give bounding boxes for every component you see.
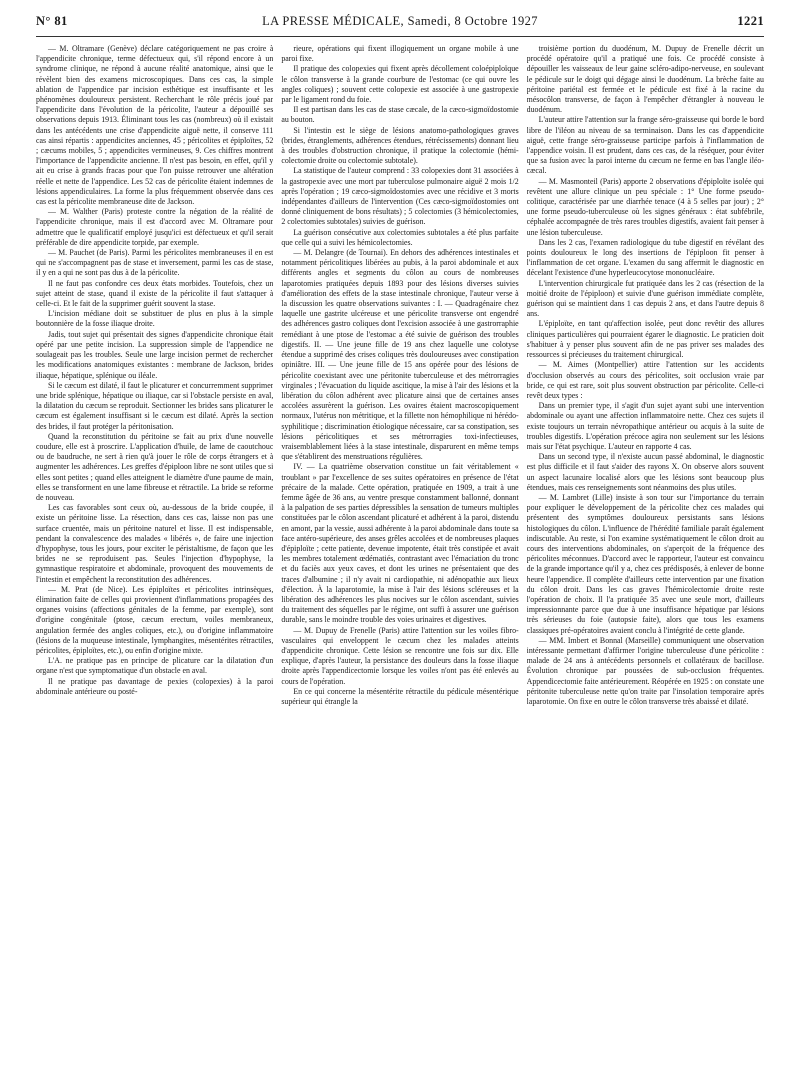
paragraph: — MM. Imbert et Bonnal (Marseille) communiquent une observation intéressante permettant d'affirmer l'origine tuberculeuse d'une péricolite : malade de 24 ans à antécédents personnels et collatéraux de bacillose. Évolution chronique par poussées de sub-occlusion fréquentes. Appendicectomie faite antérieurement. Réopérée en 1925 : on constate une péritonite tuberculeuse nette qu'on traite par l'insolation temporaire après laparotomie. On fixe en outre le côlon transverse très abaissé et dilaté. bbox=[526, 635, 764, 706]
paragraph: — M. Aimes (Montpellier) attire l'attention sur les accidents d'occlusion observés au cours des péricolites, soit occlusion vraie par bride, ce qui est rare, soit plus souvent obstruction par péricolite. Celle-ci revêt deux types : bbox=[526, 360, 764, 400]
paragraph: — M. Oltramare (Genève) déclare catégoriquement ne pas croire à l'appendicite chronique, terme défectueux qui, s'il répond encore à un syndrome clinique, ne répond à aucune réalité anatomique, ainsi que le révèlent bien des examens microscopiques. Dans ces cas, la simple ablation de l'appendice par incision esthétique est insuffisante et les phénomènes douloureux persistent. Recherchant le rôle précis joué par l'appendicite dans l'évolution de la péricolite, l'auteur a dépouillé ses observations depuis 1913. Éliminant tous les cas (nombreux) où il existait dans les antécédents une crise d'appendicite aiguë nette, il conserve 111 cas ainsi répartis : appendicites anciennes, 45 ; péricolites et épiploïtes, 52 ; cæcums mobiles, 5 ; appendicites vermineuses, 9. Ces chiffres montrent l'importance de l'appendicite ancienne. Il n'est pas besoin, en effet, qu'il y ait eu crise à grands fracas pour que l'on puisse retrouver une altération réelle et nette de l'appendice. Les 52 cas de péricolite étaient indemnes de lésions appendiculaires. La forme la plus fréquemment observée dans ces cas est la péricolite membraneuse dite de Jackson. bbox=[36, 44, 274, 207]
paragraph: — M. Masmonteil (Paris) apporte 2 observations d'épiploïte isolée qui revêtent une allure clinique un peu spéciale : 1° Une forme pseudo-colitique, caractérisée par une diarrhée tenace (4 à 5 selles par jour) ; 2° une forme pseudo-tuberculeuse où les signes généraux : état subfébrile, céphalée accompagnée de très rares troubles digestifs, avaient fait penser à une lésion tuberculeuse. bbox=[526, 176, 764, 237]
journal-title: LA PRESSE MÉDICALE, Samedi, 8 Octobre 1927 bbox=[262, 14, 538, 28]
paragraph: Il pratique des colopexies qui fixent après décollement coloépiploïque le côlon transverse à la grande courbure de l'estomac (ce qui ouvre les angles coliques) ; souvent cette colopexie est associée à une gastropexie par le ligament rond du foie. bbox=[281, 64, 519, 105]
paragraph: — M. Walther (Paris) proteste contre la négation de la réalité de l'appendicite chronique, mais il est d'accord avec M. Oltramare pour admettre que le qualificatif employé jusqu'ici est défectueux et qu'il serait préférable de dire appendicite torpide, par exemple. bbox=[36, 207, 274, 247]
paragraph: — M. Delangre (de Tournai). En dehors des adhérences intestinales et notamment péricolitiques libérées au pubis, à la paroi abdominale et aux différents angles et segments du côlon au cours de nombreuses laparotomies pratiquées depuis 1893 pour des lésions diverses suivies d'amélioration des effets de la stase intestinale chronique, l'auteur verse à la discussion les quatre observations suivantes : I. — Quadragénaire chez laquelle une gastrite ulcéreuse et une péricolite transverse ont engendré des adhérences gastro coliques dont l'excision associée à une gastrorraphie remédiant à une ptose de l'estomac a été suivie de guérison des troubles digestifs. II. — Une jeune fille de 19 ans chez laquelle une colotyse étendue a supprimé des crises coliques très douloureuses avec constipation opiniâtre. III. — Une jeune fille de 15 ans opérée pour des lésions de péricolite coexistant avec une péritonite tuberculeuse et des métrorragies virginales ; l'évacuation du liquide ascitique, la mise à l'air des lésions et la libération du côlon adhérent avec plicature ainsi que de certaines anses accolées assurèrent la guérison. Les ovaires étaient macroscopiquement normaux, l'utérus non métritique, et la fillette non hémophilique ni hérédo-syphilitique ; discrimination étiologique nécessaire, car sa constipation, ses lésions péricolitiques et ses métrorragies toxi-infectieuses, vraisemblablement liées à la stase intestinale, disparurent en même temps que s'établirent des menstruations régulières. bbox=[281, 248, 519, 462]
paragraph: Il ne faut pas confondre ces deux états morbides. Toutefois, chez un sujet atteint de stase, quand il existe de la péricolite il faut s'attaquer à celle-ci. Et le fait de la supprimer guérit souvent la stase. bbox=[36, 278, 274, 309]
paragraph: Dans les 2 cas, l'examen radiologique du tube digestif en révélant des points douloureux le long des insertions de l'épiploon fit penser à l'inflammation de cet organe. L'examen du sang affermit le diagnostic en décelant l'existence d'une hyperleucocytose mononucléaire. bbox=[526, 237, 764, 278]
paragraph: — M. Prat (de Nice). Les épiploïtes et péricolites intrinsèques, élimination faite de celles qui proviennent d'inflammations propagées des organes voisins (affections génitales de la femme, par exemple), sont d'origine congénitale (ptose, cæcum erectum, voiles membraneux, angulation fermée des angles coliques, etc.), ou d'origine inflammatoire (lésions de la muqueuse intestinale, lymphangites, mésentérites rétractiles, péricolites, épiploïtes, etc.), ou enfin d'origine mixte. bbox=[36, 584, 274, 655]
paragraph: L'incision médiane doit se substituer de plus en plus à la simple boutonnière de la fosse iliaque droite. bbox=[36, 309, 274, 329]
paragraph: Dans un second type, il n'existe aucun passé abdominal, le diagnostic est plus difficile et il faut s'aider des rayons X. On observe alors souvent un aspect lacunaire localisé alors que les lésions sont beaucoup plus étendues, mais ces renseignements sont néanmoins des plus utiles. bbox=[526, 452, 764, 492]
running-header bbox=[36, 14, 764, 36]
page-number: 1221 bbox=[737, 14, 764, 28]
paragraph: troisième portion du duodénum, M. Dupuy de Frenelle décrit un procédé opératoire qu'il a pratiqué une fois. Ce procédé consiste à dépouiller les vaisseaux de leur gaine scléro-adipo-nerveuse, en soulevant le pédicule sur le doigt qui dégage ainsi le duodénum. La brèche faite au péritoine pariétal est fermée et le pédicule est fixé à la racine du mésocôlon transverse, de façon à l'empêcher d'étrangler à nouveau le duodénum. bbox=[526, 44, 764, 115]
paragraph: La guérison consécutive aux colectomies subtotales a été plus parfaite que celle qui a suivi les hémicolectomies. bbox=[281, 227, 519, 247]
paragraph: L'auteur attire l'attention sur la frange séro-graisseuse qui borde le bord libre de l'iléon au niveau de sa terminaison. Dans les cas d'appendicite aiguë, cette frange séro-graisseuse participe parfois à l'inflammation de l'appendice voisin. Il est prudent, dans ces cas, de la réséquer, pour éviter que sa fusion avec la paroi interne du cæcum ne ferme en bas l'angle iléo-cæcal. bbox=[526, 115, 764, 176]
paragraph: La statistique de l'auteur comprend : 33 colopexies dont 31 associées à la gastropexie avec une mort par tuberculose pulmonaire aiguë 2 mois 1/2 après l'opération ; 19 cæco-sigmoïdostomies avec une récidive et 3 morts indépendantes d'ailleurs de l'intervention (Ces cæco-sigmoïdostomies ont donné cliniquement de bons résultats) ; 5 colectomies (3 hémicolectomies, 2 colectomies subtotales) suivies de guérison. bbox=[281, 166, 519, 227]
paragraph: L'intervention chirurgicale fut pratiquée dans les 2 cas (résection de la moitié droite de l'épiploon) et suivie d'une guérison immédiate complète, guérison qui se maintient dans 1 cas depuis 2 ans, et dans l'autre depuis 8 ans. bbox=[526, 278, 764, 319]
paragraph: Jadis, tout sujet qui présentait des signes d'appendicite chronique était opéré par une petite incision. La suppression simple de l'appendice ne soulageait pas les troubles. Seule une large incision permet de rechercher les modifications anatomiques existantes : membrane de Jackson, brides iliaque, hépatique, splénique ou iléale. bbox=[36, 329, 274, 380]
column-2 bbox=[281, 44, 518, 1076]
paragraph: L'épiploïte, en tant qu'affection isolée, peut donc revêtir des allures cliniques particulières qui pourraient égarer le diagnostic. Le praticien doit s'habituer à y penser plus souvent afin de ne pas priver ses malades des ressources si précieuses du traitement chirurgical. bbox=[526, 319, 764, 360]
paragraph: L'A. ne pratique pas en principe de plicature car la dilatation d'un organe n'est que symptomatique d'un obstacle en aval. bbox=[36, 656, 274, 676]
paragraph: Si le cæcum est dilaté, il faut le plicaturer et concurremment supprimer une bride splénique, hépatique ou iliaque, car si l'obstacle persiste en aval, la dilatation du cæcum se reproduit. Sectionner les brides sans plicaturer le cæcum est également insuffisant si le cæcum est dilaté. Après la section des brides, il faut protéger la péritonisation. bbox=[36, 380, 274, 431]
paragraph: Si l'intestin est le siège de lésions anatomo-pathologiques graves (brides, étranglements, adhérences étendues, rétrécissements) donnant lieu à des troubles d'obstruction chronique, il pratique la colectomie (hémi-colectomie droite ou colectomie subtotale). bbox=[281, 125, 519, 166]
paragraph: Il est partisan dans les cas de stase cæcale, de la cæco-sigmoïdostomie au bouton. bbox=[281, 105, 519, 125]
paragraph: Quand la reconstitution du péritoine se fait au prix d'une nouvelle coudure, elle est à proscrire. L'application d'huile, de lame de caoutchouc ou de baudruche, ne sert à rien qu'à jouer le rôle de corps étrangers et à augmenter les adhérences. Les greffes d'épiploon libre ne sont utiles que si elles sont petites ; quand elles atteignent le diamètre d'une paume de main, elles se transforment en une lame fibreuse et rétractile. La bride se reforme de nouveau. bbox=[36, 431, 274, 502]
paragraph: — M. Dupuy de Frenelle (Paris) attire l'attention sur les voiles fibro-vasculaires qui enveloppent le cæcum chez les malades atteints d'appendicite chronique. Cette lésion se rencontre une fois sur dix. Elle explique, d'après l'auteur, la persistance des douleurs dans la fosse iliaque droite après l'appendicectomie lorsque les voiles n'ont pas été enlevés au cours de l'opération. bbox=[281, 625, 519, 686]
paragraph: Les cas favorables sont ceux où, au-dessous de la bride coupée, il existe un péritoine lisse. La résection, dans ces cas, laisse non pas une surface cruentée, mais un péritoine naturel et lisse. Il est indispensable, pendant la convalescence des malades « libérés », de faire une injection d'hypophyse, tous les jours, pour exciter le péristaltisme, de façon que les brides ne se reproduisent pas. Seules l'injection d'hypophyse, la gymnastique respiratoire et abdominale, provoquent des mouvements de l'intestin et empêchent la reconstitution des adhérences. bbox=[36, 503, 274, 584]
paragraph: Il ne pratique pas davantage de pexies (colopexies) à la paroi abdominale antérieure ou posté- bbox=[36, 676, 274, 696]
column-1 bbox=[36, 44, 273, 1076]
header-rule bbox=[36, 36, 764, 37]
paragraph: IV. — La quatrième observation constitue un fait véritablement « troublant » par l'excellence de ses suites opératoires en présence de l'état précaire de la malade. Cette opération, pratiquée en 1909, a trait à une femme âgée de 36 ans, au ventre presque constamment ballonné, donnant à la palpation de ses parties dépressibles la sensation de tumeurs multiples constituées par le côlon ascendant plicaturé et adhérent à la paroi, distendu en amont, par la vessie, aussi adhérente à la paroi abdominale dans toute sa face antéro-supérieure, des anses grêles accolées et de nombreuses plaques d'épiploïte ; cette patiente, devenue impotente, était très constipée et avait les membres totalement œdématiés, contrastant avec l'émaciation du tronc et du faciès aux yeux caves, et dont les urines ne présentaient que des traces d'albumine ; il n'y avait ni cardiopathie, ni adénopathie aux lieux d'élection. À la laparotomie, la mise à l'air des lésions scléreuses et la libération des adhérences les plus nocives sur le côlon ascendant, suivies du traitement des séquelles par le régime, ont suffi à assurer une guérison durable, sans le moindre trouble des voies urinaires et digestives. bbox=[281, 462, 519, 625]
paragraph: En ce qui concerne la mésentérite rétractile du pédicule mésentérique supérieur qui étrangle la bbox=[281, 686, 519, 706]
paragraph: Dans un premier type, il s'agit d'un sujet ayant subi une intervention abdominale ou ayant une affection inflammatoire nette. Chez ces sujets il existe toujours un terrain névropathique antérieur ou acquis à la suite de troubles digestifs. L'opération précoce agira non seulement sur les lésions mais sur l'état psychique. L'auteur en rapporte 4 cas. bbox=[526, 401, 764, 451]
paragraph: — M. Pauchet (de Paris). Parmi les péricolites membraneuses il en est qui ne s'accompagnent pas de stase et inversement, parmi les cas de stase, il y en a qui ne sont pas dus à de la péricolite. bbox=[36, 248, 274, 278]
article-body bbox=[36, 44, 764, 1076]
paragraph: — M. Lambret (Lille) insiste à son tour sur l'importance du terrain pour expliquer le développement de la péricolite chez ces malades qui présentent des symptômes douloureux persistants sans lésions histologiques du côlon. L'influence de l'hérédité familiale paraît également indiscutable. Au reste, si l'on examine systématiquement le côlon droit au cours des interventions abdominales, on s'aperçoit de la fréquence des péricolites méconnues. D'accord avec le rapporteur, l'auteur est convaincu de la grande importance qu'il y a, chez ces prédisposés, à enlever de bonne heure l'appendice. Il complète d'ailleurs cette intervention par une fixation du côlon droit. Dans les cas graves l'hémicolectomie droite reste l'opération de choix. Il l'a pratiquée 35 avec une seule mort, d'ailleurs impressionnante parce que due à une insuffisance hépatique par lésions très sérieuses du foie (autopsie faite), alors que tous les examens classiques pré-opératoires avaient conclu à l'intégrité de cette glande. bbox=[526, 492, 764, 635]
issue-number: N° 81 bbox=[36, 14, 68, 28]
column-3 bbox=[527, 44, 764, 1076]
paragraph: rieure, opérations qui fixent illogiquement un organe mobile à une paroi fixe. bbox=[281, 44, 519, 64]
